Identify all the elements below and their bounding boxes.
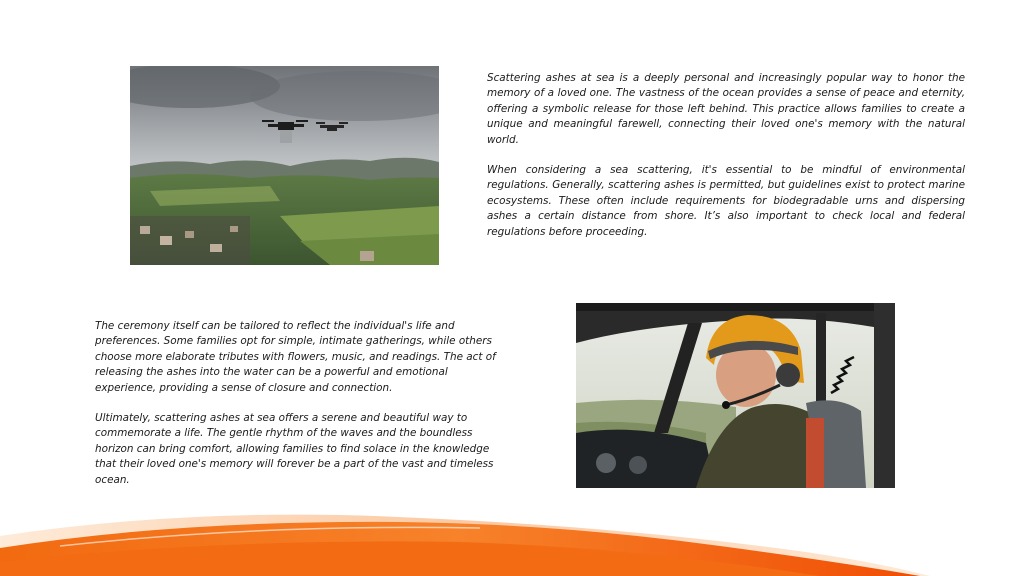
drones-photo-image	[130, 66, 439, 265]
pilot-photo-image	[576, 303, 895, 488]
drones-photo	[130, 66, 439, 265]
regulations-paragraph: When considering a sea scattering, it's essential to be mindful of environmental regulations. Generally, scattering ashes is permitted, but guidelines exist to protect marine ecosystems. These often include requirements for biodegradable urns and dispersing ashes a certain distance from shore. It’s also important to check local and federal regulations before proceeding.	[487, 164, 965, 238]
pilot-photo	[576, 303, 895, 488]
conclusion-paragraph: Ultimately, scattering ashes at sea offers a serene and beautiful way to commemorate a life. The gentle rhythm of the waves and the boundless horizon can bring comfort, allowing families to find solace in the knowledge that their loved one's memory will forever be a part of the vast and timeless ocean.	[95, 412, 494, 486]
ceremony-paragraph: The ceremony itself can be tailored to reflect the individual's life and preferences. Some families opt for simple, intimate gatherings, while others choose more elaborate tributes with flowers, music, and readings. The act of releasing the ashes into the water can be a powerful and emotional experience, providing a sense of closure and connection.	[95, 320, 496, 394]
intro-paragraph: Scattering ashes at sea is a deeply personal and increasingly popular way to honor the memory of a loved one. The vastness of the ocean provides a sense of peace and eternity, offering a symbolic release for those left behind. This practice allows families to create a unique and meaningful farewell, connecting their loved one's memory with the natural world.	[487, 72, 965, 146]
orange-wave-decoration	[0, 496, 1024, 576]
